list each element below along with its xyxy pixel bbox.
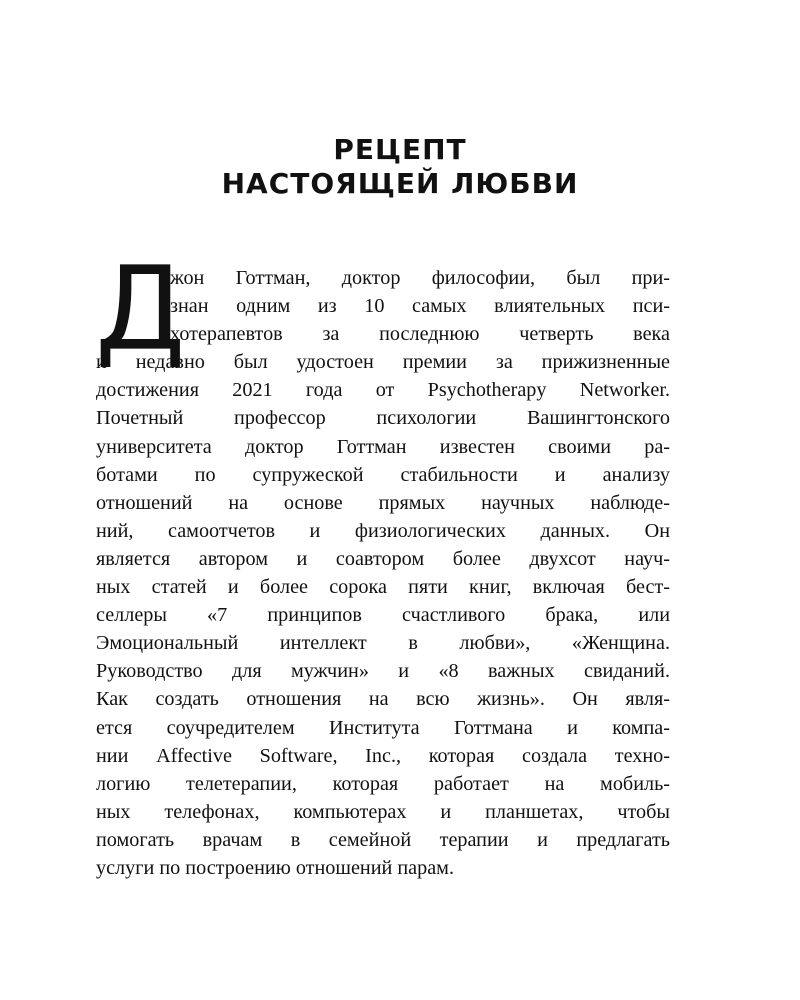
paragraph-line: ний, самоотчетов и физиологических данных. Он [96, 519, 670, 542]
drop-cap-letter: Д [95, 242, 186, 377]
paragraph-line: ных статей и более сорока пяти книг, включая бест- [96, 576, 670, 599]
paragraph-line: логию телетерапии, которая работает на мобиль- [96, 772, 670, 795]
paragraph-line: знан одним из 10 самых влиятельных пси- [170, 295, 670, 318]
paragraph-line: услуги по построению отношений парам. [96, 856, 455, 879]
paragraph-line: является автором и соавтором более двухсот науч- [96, 547, 670, 570]
paragraph-line: Почетный профессор психологии Вашингтонского [96, 407, 670, 430]
paragraph-line: Эмоциональный интеллект в любви», «Женщина. [96, 632, 670, 655]
body-paragraph [96, 264, 670, 882]
chapter-title-line-1: РЕЦЕПТ [333, 133, 467, 166]
paragraph-line: Как создать отношения на всю жизнь». Он явля- [96, 688, 670, 711]
paragraph-line: отношений на основе прямых научных наблюде- [96, 491, 670, 514]
paragraph-line: хотерапевтов за последнюю четверть века [170, 323, 670, 346]
chapter-title-line-2: НАСТОЯЩЕЙ ЛЮБВИ [221, 167, 579, 200]
paragraph-line: университета доктор Готтман известен своими ра- [96, 435, 670, 458]
paragraph-line: ных телефонах, компьютерах и планшетах, чтобы [96, 800, 670, 823]
paragraph-line: ботами по супружеской стабильности и анализу [96, 463, 670, 486]
paragraph-line: нии Affective Software, Inc., которая создала техно- [96, 744, 670, 767]
paragraph-line: помогать врачам в семейной терапии и предлагать [96, 828, 670, 851]
paragraph-line: и недавно был удостоен премии за прижизненные [96, 351, 670, 374]
paragraph-line: селлеры «7 принципов счастливого брака, или [96, 604, 670, 627]
paragraph-line: ется соучредителем Института Готтмана и компа- [96, 716, 670, 739]
paragraph-line: достижения 2021 года от Psychotherapy Networker. [96, 379, 670, 402]
chapter-title [0, 133, 800, 201]
paragraph-line: Руководство для мужчин» и «8 важных свиданий. [96, 660, 670, 683]
paragraph-line: жон Готтман, доктор философии, был при- [170, 267, 670, 289]
